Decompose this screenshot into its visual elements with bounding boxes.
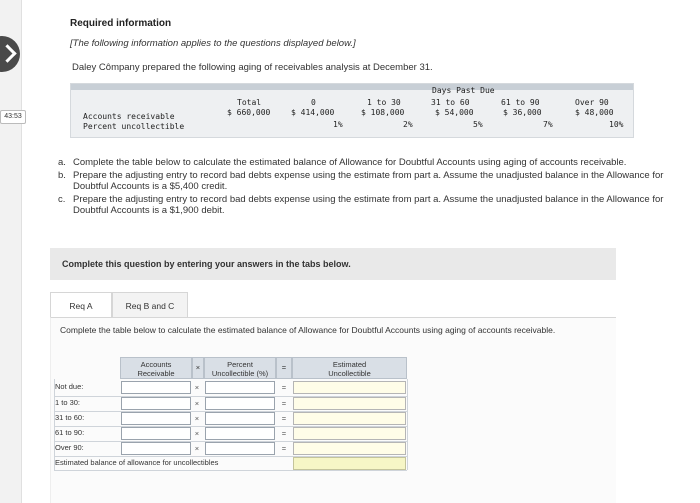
row-label-ar: Accounts receivable [83,112,175,121]
amount-1-30: $ 108,000 [361,108,405,117]
header-text: Uncollectible (%) [211,369,269,378]
percent-over-90-b: 10% [609,120,624,129]
times-sign: × [194,399,200,408]
tab-panel [50,317,616,503]
aging-table [70,83,634,138]
tab-req-b-and-c[interactable]: Req B and C [112,292,188,318]
header-text: Percent [227,360,253,369]
ar-input-31-to-60[interactable] [121,412,191,425]
question-letter: c. [58,194,66,205]
equals-sign: = [281,444,287,453]
question-text: Prepare the adjusting entry to record bad debts expense using the estimate from part a. Assume the unadjusted balance in the Allowance for Doubtful Accounts is a $5,400 credit. [73,170,664,192]
estimated-input-1-to-30[interactable] [293,397,406,410]
amount-total: $ 660,000 [227,108,271,117]
question-c [58,194,678,216]
question-letter: b. [58,170,66,181]
row-label-over-90: Over 90: [55,443,84,452]
days-past-due-header: Days Past Due [432,86,495,95]
row-label-1-to-30: 1 to 30: [55,398,81,407]
percent-over-90-a: 7% [543,120,553,129]
tab-req-a[interactable]: Req A [50,292,112,318]
col-header-0: 0 [311,98,316,107]
row-label-not-due: Not due: [55,382,84,391]
amount-over-90: $ 48,000 [575,108,614,117]
header-estimated-uncollectible [292,357,407,379]
estimated-input-over-90[interactable] [293,442,406,455]
header-text: Accounts [140,360,172,369]
question-b [58,170,678,192]
total-row-label: Estimated balance of allowance for uncollectibles [55,458,219,467]
times-sign: × [194,383,200,392]
col-header-31-60: 31 to 60 [431,98,470,107]
row-label-31-to-60: 31 to 60: [55,413,85,422]
instruction-bar: Complete this question by entering your answers in the tabs below. [50,248,616,280]
times-sign: × [194,429,200,438]
row-label-percent: Percent uncollectible [83,122,185,131]
header-accounts-receivable [120,357,192,379]
ar-input-not-due[interactable] [121,381,191,394]
estimated-input-31-to-60[interactable] [293,412,406,425]
left-rail [0,0,22,503]
equals-sign: = [281,399,287,408]
estimated-input-not-due[interactable] [293,381,406,394]
row-label-61-to-90: 61 to 90: [55,428,85,437]
col-header-61-90: 61 to 90 [501,98,540,107]
percent-61-90: 5% [473,120,483,129]
header-text: Receivable [137,369,175,378]
header-percent-uncollectible [204,357,276,379]
required-information-title: Required information [70,18,172,29]
estimated-total-input[interactable] [293,457,406,470]
percent-input-31-to-60[interactable] [205,412,275,425]
row-divider [54,470,407,471]
percent-input-over-90[interactable] [205,442,275,455]
percent-1-30: 1% [333,120,343,129]
times-sign: × [194,444,200,453]
times-sign: × [194,414,200,423]
question-list [58,157,678,216]
col-header-1-30: 1 to 30 [367,98,401,107]
col-header-total: Total [237,98,262,107]
header-text: Estimated [332,360,367,369]
question-a [58,157,678,168]
grid-line [407,379,408,470]
header-equals: = [276,357,292,379]
header-text: Uncollectible [328,369,371,378]
question-text: Prepare the adjusting entry to record bad debts expense using the estimate from part a. Assume the unadjusted balance in the Allowance for Doubtful Accounts is a $1,900 debit. [73,194,664,216]
ar-input-over-90[interactable] [121,442,191,455]
problem-intro: Daley Cômpany prepared the following aging of receivables analysis at December 31. [72,62,433,73]
ar-input-61-to-90[interactable] [121,427,191,440]
header-times: × [192,357,204,379]
percent-input-1-to-30[interactable] [205,397,275,410]
equals-sign: = [281,414,287,423]
amount-31-60: $ 54,000 [435,108,474,117]
panel-instruction: Complete the table below to calculate the estimated balance of Allowance for Doubtful Accounts using aging of accounts receivable. [60,325,556,335]
percent-input-61-to-90[interactable] [205,427,275,440]
col-header-over-90: Over 90 [575,98,609,107]
timer-badge: 43:53 [0,110,26,124]
estimated-input-61-to-90[interactable] [293,427,406,440]
info-note: [The following information applies to the questions displayed below.] [70,38,356,49]
ar-input-1-to-30[interactable] [121,397,191,410]
percent-31-60: 2% [403,120,413,129]
equals-sign: = [281,429,287,438]
amount-0: $ 414,000 [291,108,335,117]
question-text: Complete the table below to calculate the estimated balance of Allowance for Doubtful Accounts using aging of accounts receivable. [73,157,627,168]
equals-sign: = [281,383,287,392]
percent-input-not-due[interactable] [205,381,275,394]
question-letter: a. [58,157,66,168]
amount-61-90: $ 36,000 [503,108,542,117]
